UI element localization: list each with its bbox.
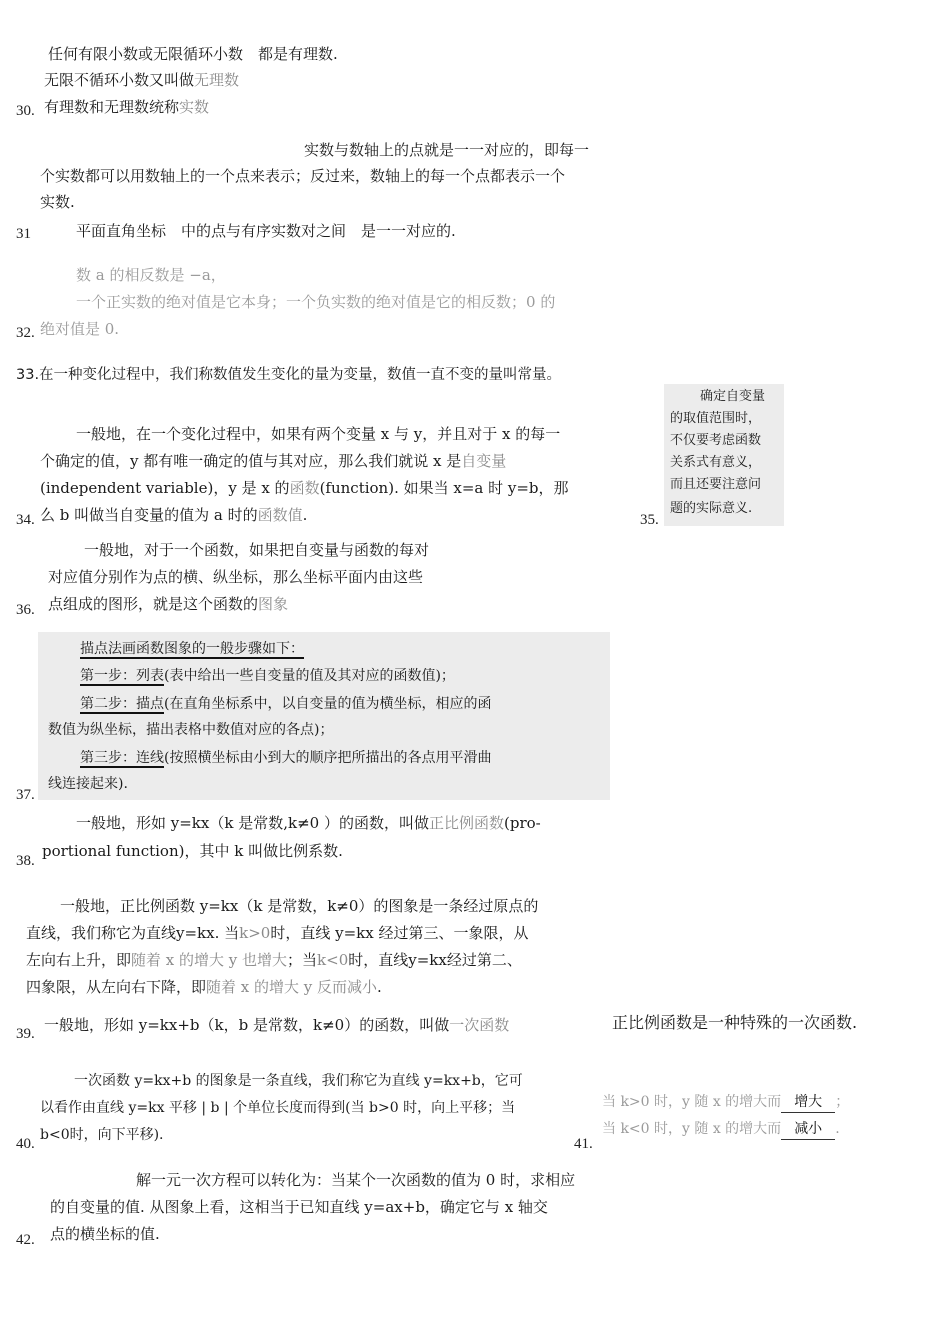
item-40-line2: 以看作由直线 y=kx 平移 | b | 个单位长度而得到(当 b>0 时，向上平移；当 bbox=[40, 1100, 516, 1116]
item-39-note: 正比例函数是一种特殊的一次函数. bbox=[612, 1013, 858, 1032]
item-42-number: 42. bbox=[16, 1232, 35, 1248]
item-37-step2-label: 第二步：描点 bbox=[80, 696, 164, 712]
item-37-number: 37. bbox=[16, 787, 35, 803]
item-30-term-irrational: 无理数 bbox=[194, 71, 240, 89]
item-38-line1 bbox=[76, 813, 541, 833]
item-42-line1: 解一元一次方程可以转化为：当某个一次函数的值为 0 时，求相应 bbox=[136, 1171, 576, 1189]
item-38b-line2-a: 直线，我们称它为直线y=kx. 当 bbox=[26, 924, 240, 942]
item-36-line3 bbox=[48, 594, 288, 614]
item-34-term-function-value: 函数值 bbox=[257, 506, 303, 524]
item-34-line4-text: 么 b 叫做当自变量的值为 a 时的 bbox=[40, 506, 258, 524]
item-41-number: 41. bbox=[574, 1136, 593, 1152]
item-38b-line3-b: 随着 x 的增大 y 也增大 bbox=[131, 951, 288, 969]
item-38b-line3-c: ；当 bbox=[287, 951, 318, 969]
item-38b-line1: 一般地，正比例函数 y=kx（k 是常数，k≠0）的图象是一条经过原点的 bbox=[60, 897, 539, 915]
item-37-step3-label: 第三步：连线 bbox=[80, 750, 164, 766]
item-37-step2 bbox=[80, 694, 491, 714]
item-41-answer-decrease: 减小 bbox=[781, 1119, 835, 1140]
item-38b-line4 bbox=[26, 977, 382, 997]
item-38b-line4-a: 四象限，从左向右下降，即 bbox=[26, 978, 207, 996]
item-38b-line3-e: 时，直线y=kx经过第二、 bbox=[348, 951, 522, 969]
item-31-number: 31 bbox=[16, 226, 31, 242]
item-42-line3: 点的横坐标的值. bbox=[50, 1225, 160, 1243]
item-38-line1-text: 一般地，形如 y=kx（k 是常数,k≠0 ）的函数，叫做 bbox=[76, 814, 429, 832]
item-35-number: 35. bbox=[640, 512, 659, 528]
item-34-number: 34. bbox=[16, 512, 35, 528]
item-38-term-proportional: 正比例函数 bbox=[428, 814, 504, 832]
item-34-line3-text: (independent variable)，y 是 x 的 bbox=[40, 479, 290, 497]
item-33-text: 33.在一种变化过程中，我们称数值发生变化的量为变量，数值一直不变的量叫常量。 bbox=[16, 367, 562, 383]
item-34-term-function: 函数 bbox=[289, 479, 320, 497]
item-37-step3 bbox=[80, 748, 491, 768]
item-38b-line2-b: k>0 bbox=[239, 924, 271, 942]
item-38b-line3-a: 左向右上升，即 bbox=[26, 951, 132, 969]
item-38-line1-tail: (pro- bbox=[503, 814, 541, 832]
item-35-note-line2: 的取值范围时， bbox=[670, 411, 762, 426]
item-34-line2 bbox=[40, 451, 506, 471]
item-30-line3-text: 有理数和无理数统称 bbox=[44, 98, 180, 116]
item-35-note-line1: 确定自变量 bbox=[700, 389, 766, 404]
item-32-line2: 一个正实数的绝对值是它本身；一个负实数的绝对值是它的相反数；0 的 bbox=[76, 293, 556, 311]
item-34-line1: 一般地，在一个变化过程中，如果有两个变量 x 与 y，并且对于 x 的每一 bbox=[76, 425, 561, 443]
item-38b-line3 bbox=[26, 950, 522, 970]
item-31-para1: 实数与数轴上的点就是一一对应的，即每一 bbox=[304, 141, 590, 159]
item-32-line1: 数 a 的相反数是 −a， bbox=[76, 266, 226, 284]
item-38b-line2-c: 时，直线 y=kx 经过第三、一象限，从 bbox=[270, 924, 529, 942]
item-30-line2-text: 无限不循环小数又叫做 bbox=[44, 71, 195, 89]
item-31-para3: 实数. bbox=[40, 193, 75, 211]
item-37-step3-cont: 线连接起来). bbox=[48, 776, 128, 792]
item-41-answer-increase: 增大 bbox=[781, 1092, 835, 1113]
item-36-number: 36. bbox=[16, 602, 35, 618]
item-40-line1: 一次函数 y=kx+b 的图象是一条直线，我们称它为直线 y=kx+b，它可 bbox=[74, 1073, 523, 1089]
item-37-step1 bbox=[80, 666, 455, 686]
item-38-number: 38. bbox=[16, 853, 35, 869]
item-32-line3: 绝对值是 0. bbox=[40, 320, 120, 338]
item-37-intro-text: 描点法画函数图象的一般步骤如下： bbox=[80, 641, 304, 657]
item-30-term-real: 实数 bbox=[179, 98, 210, 116]
item-37-step3-desc: (按照横坐标由小到大的顺序把所描出的各点用平滑曲 bbox=[164, 750, 492, 766]
item-34-line2-text: 个确定的值，y 都有唯一确定的值与其对应，那么我们就说 x 是 bbox=[40, 452, 462, 470]
item-34-line4-tail: . bbox=[302, 506, 308, 524]
item-32-number: 32. bbox=[16, 325, 35, 341]
item-36-term-graph: 图象 bbox=[258, 595, 289, 613]
item-41-line1 bbox=[602, 1092, 849, 1113]
item-38b-line4-c: . bbox=[377, 978, 382, 996]
item-39-number: 39. bbox=[16, 1026, 35, 1042]
item-37-step2-desc: (在直角坐标系中，以自变量的值为横坐标，相应的函 bbox=[164, 696, 492, 712]
item-35-note-line6: 题的实际意义. bbox=[670, 501, 753, 516]
item-39-line1 bbox=[44, 1015, 509, 1035]
item-34-term-independent: 自变量 bbox=[461, 452, 507, 470]
item-31-para2: 个实数都可以用数轴上的一个点来表示；反过来，数轴上的每一个点都表示一个 bbox=[40, 167, 566, 185]
item-30-line2 bbox=[44, 70, 239, 90]
item-30-line1: 任何有限小数或无限循环小数 都是有理数. bbox=[48, 45, 338, 63]
item-41-line1-text: 当 k>0 时，y 随 x 的增大而 bbox=[602, 1094, 782, 1110]
item-30-number: 30. bbox=[16, 103, 35, 119]
item-42-line2: 的自变量的值. 从图象上看，这相当于已知直线 y=ax+b，确定它与 x 轴交 bbox=[50, 1198, 548, 1216]
item-37-step1-desc: (表中给出一些自变量的值及其对应的函数值)； bbox=[164, 668, 455, 684]
item-40-line3: b<0时，向下平移). bbox=[40, 1127, 164, 1143]
item-34-line4 bbox=[40, 505, 307, 525]
item-41-line2-text: 当 k<0 时，y 随 x 的增大而 bbox=[602, 1121, 782, 1137]
item-38-line2: portional function)，其中 k 叫做比例系数. bbox=[42, 842, 343, 860]
item-35-note-line3: 不仅要考虑函数 bbox=[670, 433, 762, 448]
item-38b-line4-b: 随着 x 的增大 y 反而减小 bbox=[206, 978, 378, 996]
item-35-note-line5: 而且还要注意问 bbox=[670, 477, 762, 492]
item-37-step2-cont: 数值为纵坐标，描出表格中数值对应的各点)； bbox=[48, 722, 334, 738]
item-35-note-line4: 关系式有意义， bbox=[670, 455, 762, 470]
item-38b-line3-d: k<0 bbox=[317, 951, 349, 969]
item-36-line2: 对应值分别作为点的横、纵坐标，那么坐标平面内由这些 bbox=[48, 568, 424, 586]
item-39-line1-text: 一般地，形如 y=kx+b（k，b 是常数，k≠0）的函数，叫做 bbox=[44, 1016, 450, 1034]
item-40-number: 40. bbox=[16, 1136, 35, 1152]
item-37-step1-label: 第一步：列表 bbox=[80, 668, 164, 684]
item-39-term-linear: 一次函数 bbox=[449, 1016, 510, 1034]
item-36-line3-text: 点组成的图形，就是这个函数的 bbox=[48, 595, 259, 613]
item-41-line2 bbox=[602, 1119, 840, 1140]
item-38b-line2 bbox=[26, 923, 528, 943]
item-31-para4: 平面直角坐标 中的点与有序实数对之间 是一一对应的. bbox=[76, 222, 456, 240]
item-34-line3 bbox=[40, 478, 569, 498]
item-34-line3-tail: (function). 如果当 x=a 时 y=b，那 bbox=[319, 479, 569, 497]
item-37-intro bbox=[80, 639, 304, 659]
item-41-line2-tail: . bbox=[835, 1121, 840, 1137]
item-41-line1-tail: ； bbox=[835, 1094, 850, 1110]
item-36-line1: 一般地，对于一个函数，如果把自变量与函数的每对 bbox=[84, 541, 430, 559]
item-30-line3 bbox=[44, 97, 209, 117]
